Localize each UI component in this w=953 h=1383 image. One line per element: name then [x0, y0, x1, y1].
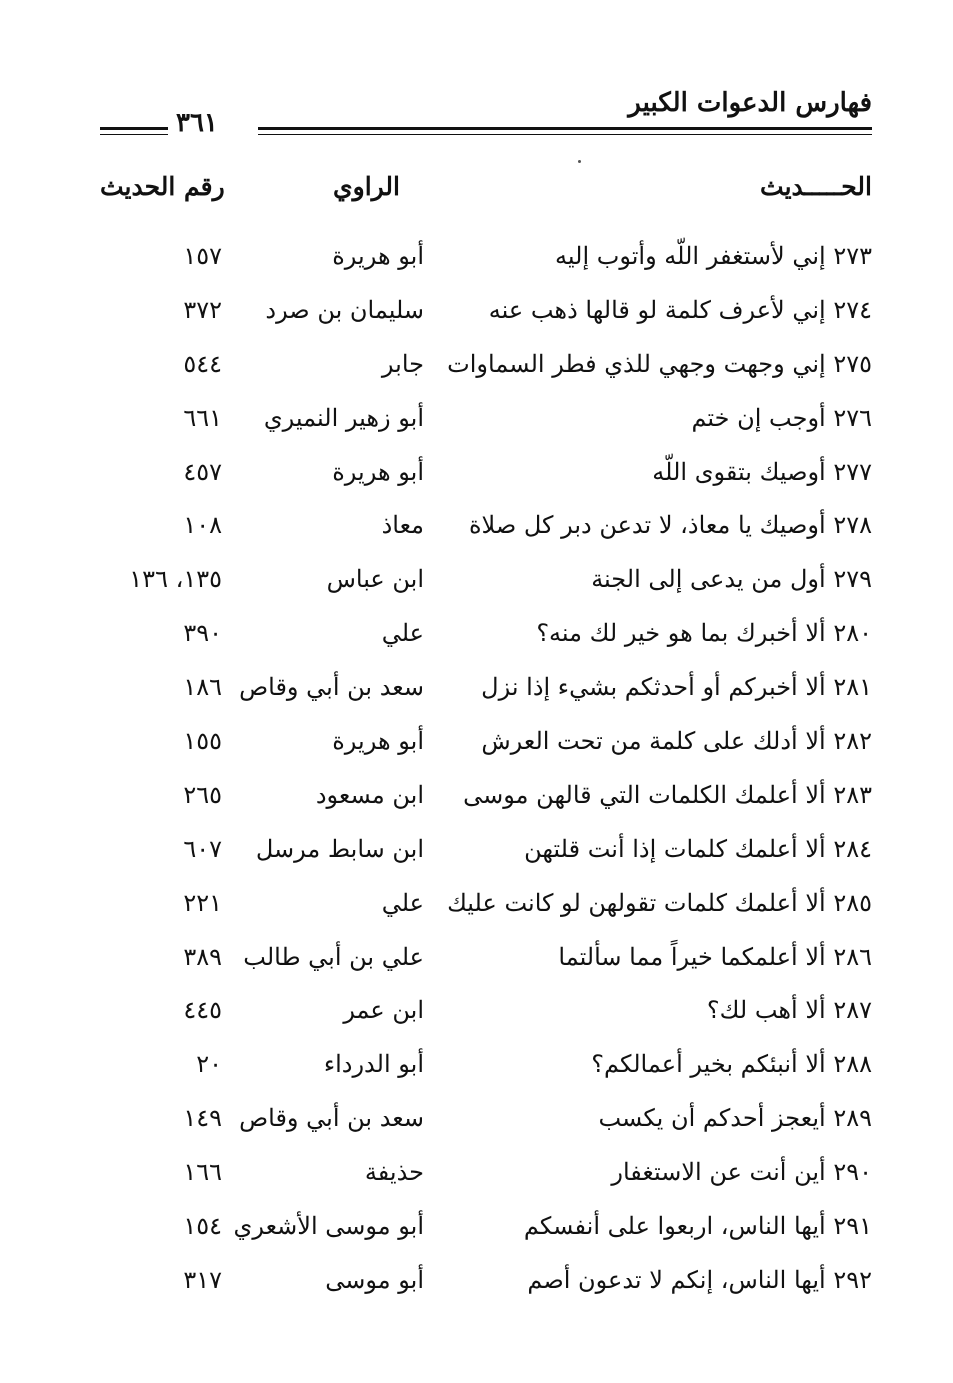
number-cell: ١٦٦: [183, 1158, 222, 1187]
hadith-cell: ٢٨٣ ألا أعلمك الكلمات التي قالهن موسى: [463, 780, 872, 809]
hadith-cell: ٢٨٨ ألا أنبئكم بخير أعمالكم؟: [591, 1050, 872, 1079]
table-row: [100, 505, 872, 559]
hadith-cell: ٢٨٠ ألا أخبرك بما هو خير لك منه؟: [536, 619, 872, 648]
hadith-cell: ٢٧٣ إني لأستغفر اللّه وأتوب إليه: [555, 242, 872, 270]
table-row: [100, 452, 872, 506]
hadith-cell: ٢٩٠ أين أنت عن الاستغفار: [611, 1158, 872, 1187]
number-cell: ١٥٧: [183, 242, 222, 270]
hadith-cell: ٢٧٦ أوجب إن ختم: [691, 403, 872, 432]
rawi-cell: ابن مسعود: [315, 780, 424, 809]
hadith-cell: ٢٨٧ ألا أهب لك؟: [706, 996, 872, 1025]
hadith-cell: ٢٩١ أيها الناس، اربعوا على أنفسكم: [523, 1212, 872, 1241]
table-row: [100, 883, 872, 937]
number-cell: ١٥٥: [183, 727, 222, 756]
rawi-cell: علي: [381, 619, 424, 648]
table-row: [100, 667, 872, 721]
rawi-cell: ابن عباس: [326, 565, 424, 594]
rawi-cell: معاذ: [381, 511, 424, 540]
rawi-cell: أبو زهير النميري: [263, 403, 424, 432]
table-row: [100, 398, 872, 452]
number-cell: ٢٦٥: [183, 780, 222, 809]
table-row: [100, 775, 872, 829]
table-row: [100, 613, 872, 667]
rawi-cell: حذيفة: [364, 1158, 424, 1187]
number-cell: ٢٢١: [183, 888, 222, 917]
number-cell: ٣١٧: [183, 1265, 222, 1294]
number-cell: ١٨٦: [183, 673, 222, 702]
number-cell: ٥٤٤: [183, 349, 222, 378]
index-table: [100, 236, 872, 1314]
table-row: [100, 990, 872, 1044]
table-row: [100, 559, 872, 613]
rawi-cell: أبو موسى: [325, 1265, 424, 1294]
hadith-cell: ٢٧٨ أوصيك يا معاذ، لا تدعن دبر كل صلاة: [468, 511, 872, 540]
hadith-cell: ٢٩٢ أيها الناس، إنكم لا تدعون أصم: [527, 1265, 872, 1294]
column-header-rawi: الراوي: [333, 172, 400, 201]
number-cell: ١٥٤: [183, 1212, 222, 1241]
table-row: [100, 721, 872, 775]
number-cell: ٤٥٧: [183, 457, 222, 486]
number-cell: ٢٠: [196, 1050, 222, 1079]
hadith-cell: ٢٨٩ أيعجز أحدكم أن يكسب: [598, 1104, 872, 1133]
hadith-cell: ٢٨٦ ألا أعلمكما خيراً مما سألتما: [558, 942, 872, 971]
rawi-cell: أبو هريرة: [332, 457, 424, 486]
table-row: [100, 937, 872, 991]
rawi-cell: أبو هريرة: [332, 242, 424, 270]
number-cell: ٦٦١: [183, 403, 222, 432]
number-cell: ٣٩٠: [183, 619, 222, 648]
rawi-cell: ابن سابط مرسل: [255, 834, 424, 863]
rawi-cell: علي: [381, 888, 424, 917]
header-rule: [258, 127, 872, 135]
number-cell: ٤٤٥: [183, 996, 222, 1025]
rawi-cell: ابن عمر: [343, 996, 424, 1025]
rawi-cell: سعد بن أبي وقاص: [239, 1104, 424, 1133]
rawi-cell: سليمان بن صرد: [265, 295, 424, 324]
table-row: [100, 1152, 872, 1206]
number-cell: ٣٨٩: [183, 942, 222, 971]
table-row: [100, 1206, 872, 1260]
table-row: [100, 829, 872, 883]
print-speck: [578, 160, 581, 163]
table-row: [100, 1044, 872, 1098]
hadith-cell: ٢٧٥ إني وجهت وجهي للذي فطر السماوات: [447, 349, 872, 378]
rawi-cell: أبو هريرة: [332, 727, 424, 756]
rawi-cell: جابر: [381, 349, 424, 378]
header-rule-left: [100, 127, 168, 135]
column-headers: [100, 172, 872, 216]
hadith-cell: ٢٧٤ إني لأعرف كلمة لو قالها ذهب عنه: [488, 295, 872, 324]
number-cell: ٣٧٢: [183, 295, 222, 324]
page-header: [100, 82, 872, 142]
number-cell: ١٣٥، ١٣٦: [129, 565, 222, 594]
table-row: [100, 1260, 872, 1314]
table-row: [100, 1098, 872, 1152]
hadith-cell: ٢٧٧ أوصيك بتقوى اللّه: [652, 457, 872, 486]
number-cell: ١٤٩: [183, 1104, 222, 1133]
hadith-cell: ٢٧٩ أول من يدعى إلى الجنة: [591, 565, 872, 594]
hadith-cell: ٢٨٢ ألا أدلك على كلمة من تحت العرش: [481, 727, 872, 756]
page-number: ٣٦١: [176, 108, 218, 138]
table-row: [100, 344, 872, 398]
hadith-cell: ٢٨١ ألا أخبركم أو أحدثكم بشيء إذا نزل: [481, 673, 872, 702]
table-row: [100, 236, 872, 290]
hadith-cell: ٢٨٤ ألا أعلمك كلمات إذا أنت قلتهن: [524, 834, 872, 863]
rawi-cell: علي بن أبي طالب: [243, 942, 424, 971]
rawi-cell: سعد بن أبي وقاص: [239, 673, 424, 702]
table-row: [100, 290, 872, 344]
rawi-cell: أبو الدرداء: [323, 1050, 424, 1079]
column-header-hadith: الحـــــديث: [760, 172, 872, 201]
hadith-cell: ٢٨٥ ألا أعلمك كلمات تقولهن لو كانت عليك: [447, 888, 872, 917]
rawi-cell: أبو موسى الأشعري: [233, 1212, 424, 1241]
number-cell: ١٠٨: [183, 511, 222, 540]
column-header-number: رقم الحديث: [100, 172, 225, 201]
running-title: فهارس الدعوات الكبير: [628, 88, 872, 118]
number-cell: ٦٠٧: [183, 834, 222, 863]
